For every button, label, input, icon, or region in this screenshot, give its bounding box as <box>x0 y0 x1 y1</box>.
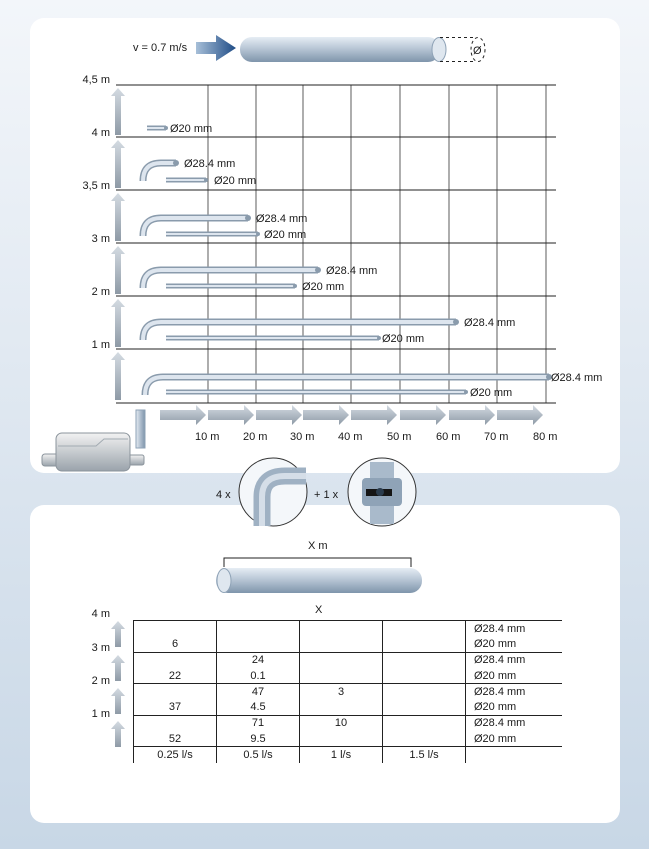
elbow-icon <box>239 458 307 526</box>
valve-icon <box>348 458 416 526</box>
pipe-label-7: Ø20 mm <box>302 281 345 293</box>
value-cell: 52 <box>134 731 217 747</box>
pipe-end-4 <box>245 215 251 221</box>
distance-label-4: 40 m <box>338 431 363 443</box>
pipe-diameter-cell: Ø28.4 mm <box>466 715 563 731</box>
height-label-3: 3,5 m <box>82 180 110 192</box>
pipe-label-1: Ø20 mm <box>170 123 213 135</box>
header-pipe-end <box>432 38 446 62</box>
height-label-6: 1 m <box>91 339 110 351</box>
value-cell <box>300 668 383 684</box>
height-arrow-2 <box>111 140 125 188</box>
lower-pipe-end <box>217 569 231 593</box>
pipe-end-6 <box>315 267 321 273</box>
pipe-label-8: Ø28.4 mm <box>464 317 516 329</box>
pipe-diameter-cell: Ø20 mm <box>466 636 563 652</box>
pipe-diameter-cell: Ø20 mm <box>466 731 563 747</box>
valve-count: + 1 x <box>314 489 339 501</box>
height-arrow-5 <box>111 299 125 347</box>
pipe-diameter-cell: Ø28.4 mm <box>466 621 563 637</box>
pipe-label-11: Ø20 mm <box>470 387 513 399</box>
lower-height-arrow-2 <box>111 655 125 681</box>
value-cell: 22 <box>134 668 217 684</box>
value-cell <box>134 715 217 731</box>
distance-label-3: 30 m <box>290 431 315 443</box>
height-arrow-4 <box>111 246 125 294</box>
value-cell <box>300 731 383 747</box>
distance-label-1: 10 m <box>195 431 220 443</box>
flow-label: 0.5 l/s <box>217 747 300 764</box>
value-cell: 37 <box>134 699 217 715</box>
header-pipe <box>240 37 440 62</box>
value-cell <box>383 636 466 652</box>
value-cell: 10 <box>300 715 383 731</box>
height-arrow-3 <box>111 193 125 241</box>
elbows-count: 4 x <box>216 489 231 501</box>
flow-label: 1.5 l/s <box>383 747 466 764</box>
diameter-symbol: Ø <box>473 45 482 57</box>
distance-arrow-6 <box>400 405 446 425</box>
lower-height-label-2: 3 m <box>91 642 110 654</box>
value-cell: 47 <box>217 684 300 700</box>
distance-label-2: 20 m <box>243 431 268 443</box>
height-label-1: 4,5 m <box>82 74 110 86</box>
height-arrow-6 <box>111 352 125 400</box>
value-cell <box>217 621 300 637</box>
height-label-5: 2 m <box>91 286 110 298</box>
pipe-diameter-cell: Ø20 mm <box>466 699 563 715</box>
pipe-label-4: Ø28.4 mm <box>256 213 308 225</box>
distance-label-5: 50 m <box>387 431 412 443</box>
pipe-length-label: X m <box>308 540 328 552</box>
table-row <box>134 621 563 637</box>
pipe-end-11 <box>464 390 468 394</box>
loss-table <box>133 620 562 763</box>
table-row <box>134 652 563 668</box>
pipe-diameter-cell: Ø28.4 mm <box>466 684 563 700</box>
table-row <box>134 684 563 700</box>
table-row <box>134 715 563 731</box>
lower-pipe <box>216 568 422 593</box>
height-label-4: 3 m <box>91 233 110 245</box>
lower-height-arrow-1 <box>111 621 125 647</box>
pipe-label-2: Ø28.4 mm <box>184 158 236 170</box>
pipe-end-5 <box>256 232 260 236</box>
value-cell <box>383 731 466 747</box>
table-row <box>134 668 563 684</box>
value-cell: 24 <box>217 652 300 668</box>
height-arrow-1 <box>111 88 125 135</box>
distance-label-6: 60 m <box>436 431 461 443</box>
distance-arrow-7 <box>449 405 495 425</box>
value-cell: 0.1 <box>217 668 300 684</box>
value-cell <box>383 684 466 700</box>
pipe-end-8 <box>453 319 459 325</box>
pipe-label-9: Ø20 mm <box>382 333 425 345</box>
flow-arrow-icon <box>196 35 236 61</box>
x-label: X <box>315 604 323 616</box>
lower-height-label-4: 1 m <box>91 708 110 720</box>
distance-arrow-2 <box>208 405 254 425</box>
pipe-end-1 <box>164 126 168 130</box>
lower-height-label-1: 4 m <box>91 608 110 620</box>
value-cell: 9.5 <box>217 731 300 747</box>
value-cell <box>134 652 217 668</box>
distance-label-8: 80 m <box>533 431 558 443</box>
lower-chart <box>92 608 125 747</box>
value-cell <box>383 668 466 684</box>
value-cell: 71 <box>217 715 300 731</box>
flow-label: 1 l/s <box>300 747 383 764</box>
value-cell <box>300 636 383 652</box>
distance-arrow-8 <box>497 405 543 425</box>
flow-label: 0.25 l/s <box>134 747 217 764</box>
distance-label-7: 70 m <box>484 431 509 443</box>
pipe-end-7 <box>293 284 297 288</box>
table-row <box>134 636 563 652</box>
pipe-diameter-cell: Ø20 mm <box>466 668 563 684</box>
value-cell <box>300 652 383 668</box>
length-bracket <box>224 558 411 567</box>
value-cell <box>134 684 217 700</box>
flow-row <box>134 747 563 764</box>
value-cell <box>217 636 300 652</box>
distance-arrow-3 <box>256 405 302 425</box>
pipe-label-3: Ø20 mm <box>214 175 257 187</box>
value-cell <box>300 699 383 715</box>
table-row <box>134 731 563 747</box>
pipe-end-2 <box>173 160 179 166</box>
lower-height-arrow-3 <box>111 688 125 714</box>
value-cell <box>300 621 383 637</box>
upper-chart <box>82 74 602 443</box>
pipe-end-9 <box>377 336 381 340</box>
height-label-2: 4 m <box>91 127 110 139</box>
table-row <box>134 699 563 715</box>
distance-arrow-1 <box>160 405 206 425</box>
value-cell: 4.5 <box>217 699 300 715</box>
pipe-label-5: Ø20 mm <box>264 229 307 241</box>
value-cell <box>383 621 466 637</box>
flow-row-blank <box>466 747 563 764</box>
pipe-diameter-cell: Ø28.4 mm <box>466 652 563 668</box>
velocity-label: v = 0.7 m/s <box>133 42 188 54</box>
pipe-end-3 <box>204 178 208 182</box>
value-cell <box>134 621 217 637</box>
value-cell <box>383 715 466 731</box>
lower-height-arrow-4 <box>111 721 125 747</box>
value-cell <box>383 652 466 668</box>
pipe-label-6: Ø28.4 mm <box>326 265 378 277</box>
pipe-label-10: Ø28.4 mm <box>551 372 603 384</box>
value-cell: 6 <box>134 636 217 652</box>
distance-arrow-4 <box>303 405 349 425</box>
value-cell: 3 <box>300 684 383 700</box>
distance-arrow-5 <box>351 405 397 425</box>
value-cell <box>383 699 466 715</box>
lower-height-label-3: 2 m <box>91 675 110 687</box>
pump <box>42 410 145 471</box>
